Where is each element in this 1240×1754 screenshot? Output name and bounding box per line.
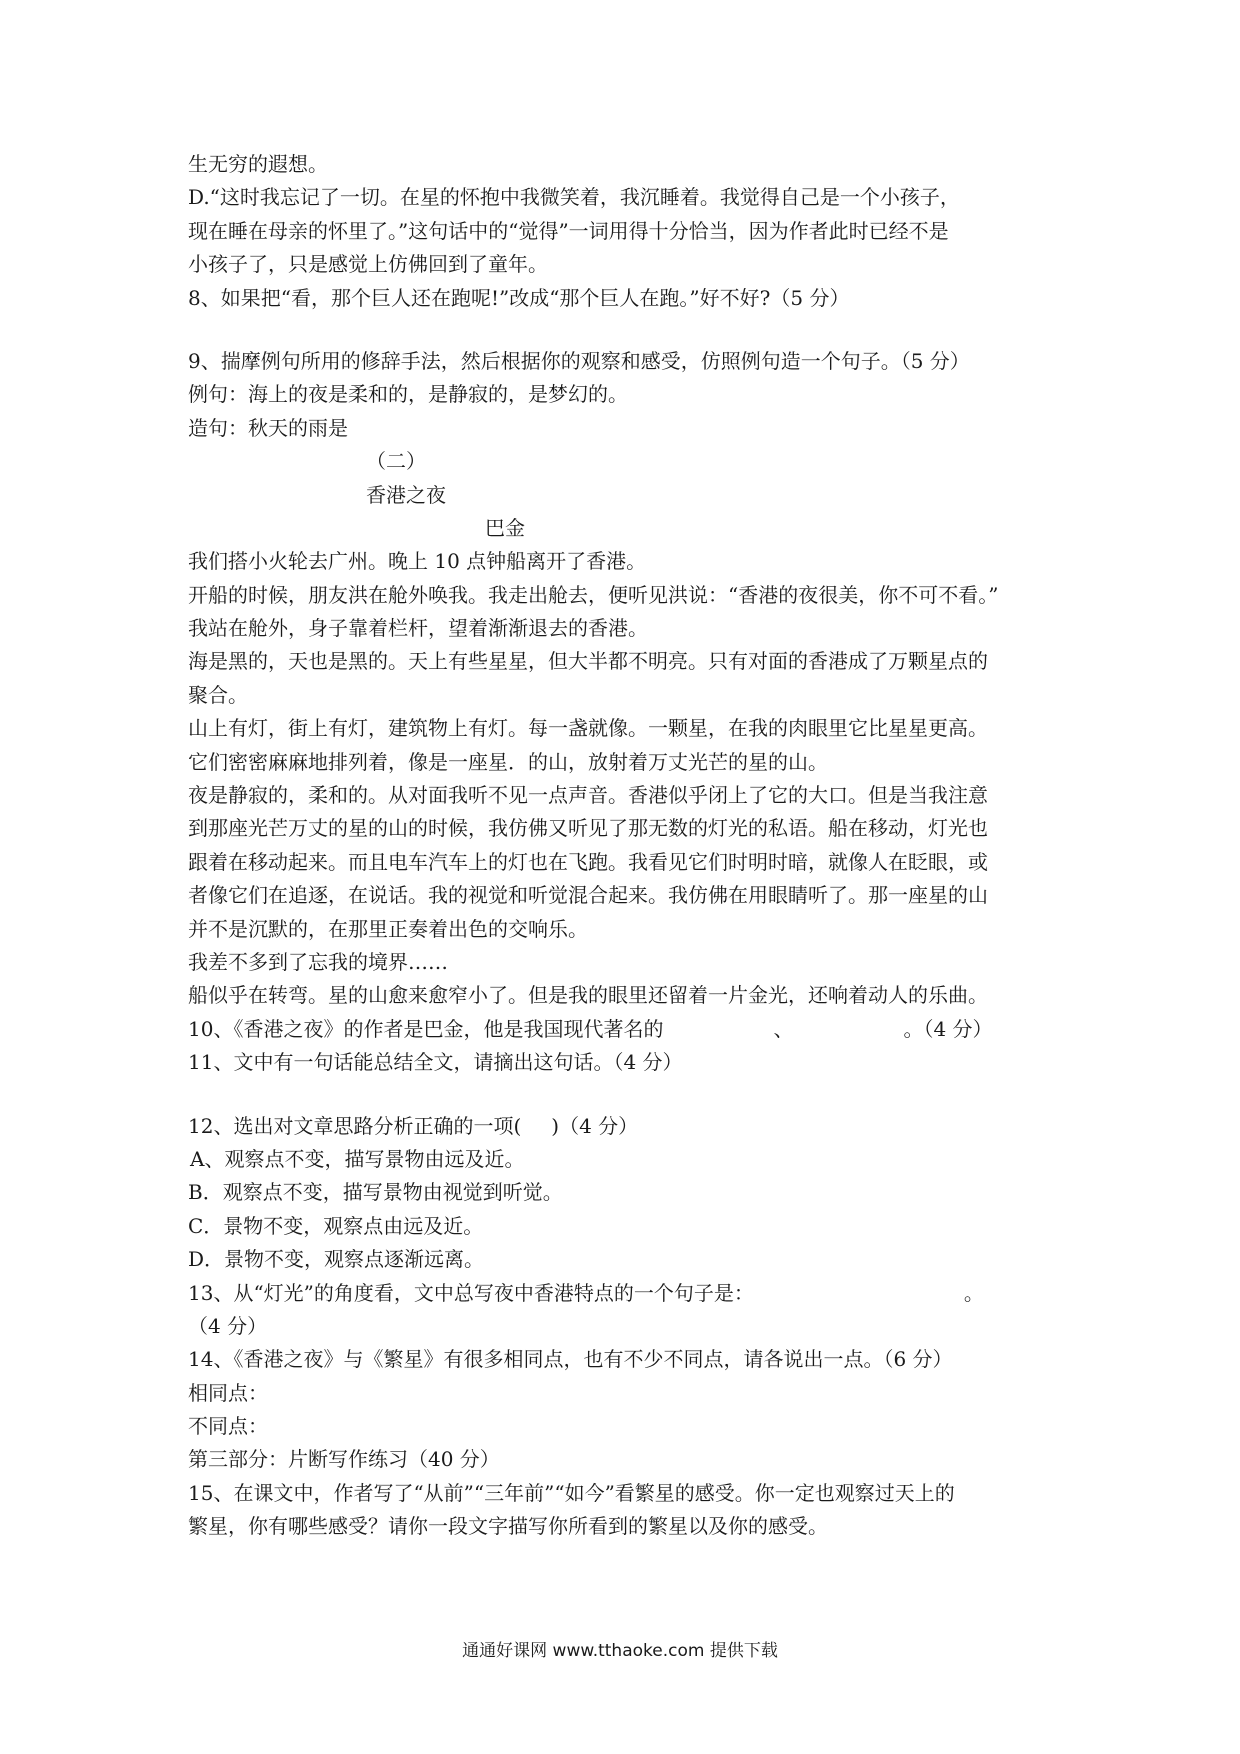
- question-13-text: 13、从“灯光”的角度看，文中总写夜中香港特点的一个句子是：: [188, 1280, 754, 1305]
- question-13: [188, 1277, 1068, 1310]
- passage-line: 夜是静寂的，柔和的。从对面我听不见一点声音。香港似乎闭上了它的大口。但是当我注意: [188, 783, 988, 808]
- question-15-line-1: 15、在课文中，作者写了“从前”“三年前”“如今”看繁星的感受。你一定也观察过天上的: [188, 1480, 955, 1505]
- question-10-text: 10、《香港之夜》的作者是巴金，他是我国现代著名的: [188, 1016, 664, 1041]
- passage-line: 到那座光芒万丈的星的山的时候，我仿佛又听见了那无数的灯光的私语。船在移动，灯光也: [188, 816, 988, 841]
- option-d: D．景物不变，观察点逐渐远离。: [188, 1247, 485, 1272]
- part-three-heading: 第三部分：片断写作练习（40 分）: [188, 1447, 500, 1472]
- passage-line: 并不是沉默的，在那里正奏着出色的交响乐。: [188, 916, 588, 941]
- passage-line: 我站在舱外，身子靠着栏杆，望着渐渐退去的香港。: [188, 616, 648, 641]
- similarity-prompt: 相同点：: [188, 1380, 268, 1405]
- passage-title: 香港之夜: [366, 482, 446, 507]
- passage-line: 开船的时候，朋友洪在舱外唤我。我走出舱去，便听见洪说：“香港的夜很美，你不可不看。”: [188, 582, 999, 607]
- option-d-line-2: 现在睡在母亲的怀里了。”这句话中的“觉得”一词用得十分恰当，因为作者此时已经不是: [188, 218, 949, 243]
- question-10-score: 。（4 分）: [903, 1016, 993, 1041]
- difference-prompt: 不同点：: [188, 1414, 268, 1439]
- passage-line: 船似乎在转弯。星的山愈来愈窄小了。但是我的眼里还留着一片金光，还响着动人的乐曲。: [188, 983, 988, 1008]
- passage-line: 山上有灯，街上有灯，建筑物上有灯。每一盏就像。一颗星，在我的肉眼里它比星星更高。: [188, 716, 988, 741]
- answer-space: [188, 1080, 1068, 1110]
- question-10: [188, 1013, 1068, 1046]
- option-c: C．景物不变，观察点由远及近。: [188, 1213, 484, 1238]
- passage-line: 我差不多到了忘我的境界……: [188, 949, 448, 974]
- passage-line: 它们密密麻麻地排列着，像是一座星．的山，放射着万丈光芒的星的山。: [188, 749, 828, 774]
- make-sentence-prompt: 造句：秋天的雨是: [188, 415, 348, 440]
- section-number: （二）: [366, 449, 426, 474]
- question-15-line-2: 繁星，你有哪些感受？请你一段文字描写你所看到的繁星以及你的感受。: [188, 1514, 828, 1539]
- question-9: 9、揣摩例句所用的修辞手法，然后根据你的观察和感受，仿照例句造一个句子。（5 分）: [188, 348, 970, 373]
- passage-author: 巴金: [485, 515, 525, 540]
- question-12-score: )（4 分）: [551, 1113, 639, 1138]
- question-11: 11、文中有一句话能总结全文，请摘出这句话。（4 分）: [188, 1050, 683, 1075]
- option-b: B．观察点不变，描写景物由视觉到听觉。: [188, 1180, 563, 1205]
- question-13-score: （4 分）: [188, 1313, 268, 1338]
- separator: 、: [773, 1016, 794, 1041]
- option-d-line-3: 小孩子了，只是感觉上仿佛回到了童年。: [188, 252, 548, 277]
- text-line: 生无穷的遐想。: [188, 152, 328, 176]
- example-sentence: 例句：海上的夜是柔和的，是静寂的，是梦幻的。: [188, 382, 628, 407]
- question-12: [188, 1110, 1068, 1143]
- option-a: A、观察点不变，描写景物由远及近。: [190, 1146, 525, 1171]
- passage-line: 聚合。: [188, 682, 248, 707]
- answer-space: [188, 315, 1068, 345]
- question-12-text: 12、选出对文章思路分析正确的一项(: [188, 1113, 522, 1138]
- option-d-line-1: D.“这时我忘记了一切。在星的怀抱中我微笑着，我沉睡着。我觉得自己是一个小孩子，: [188, 185, 960, 210]
- question-8: 8、如果把“看，那个巨人还在跑呢!”改成“那个巨人在跑。”好不好?（5 分）: [188, 285, 850, 310]
- passage-line: 跟着在移动起来。而且电车汽车上的灯也在飞跑。我看见它们时明时暗，就像人在眨眼，或: [188, 849, 988, 874]
- passage-line: 者像它们在追逐，在说话。我的视觉和听觉混合起来。我仿佛在用眼睛听了。那一座星的山: [188, 883, 988, 908]
- question-14: 14、《香港之夜》与《繁星》有很多相同点，也有不少不同点，请各说出一点。（6 分）: [188, 1347, 953, 1372]
- page-footer: 通通好课网 www.tthaoke.com 提供下载: [462, 1641, 778, 1661]
- passage-line: 海是黑的，天也是黑的。天上有些星星，但大半都不明亮。只有对面的香港成了万颗星点的: [188, 649, 988, 674]
- passage-line: 我们搭小火轮去广州。晚上 10 点钟船离开了香港。: [188, 549, 647, 574]
- exam-page-content: [188, 148, 1068, 1544]
- period: 。: [963, 1280, 984, 1305]
